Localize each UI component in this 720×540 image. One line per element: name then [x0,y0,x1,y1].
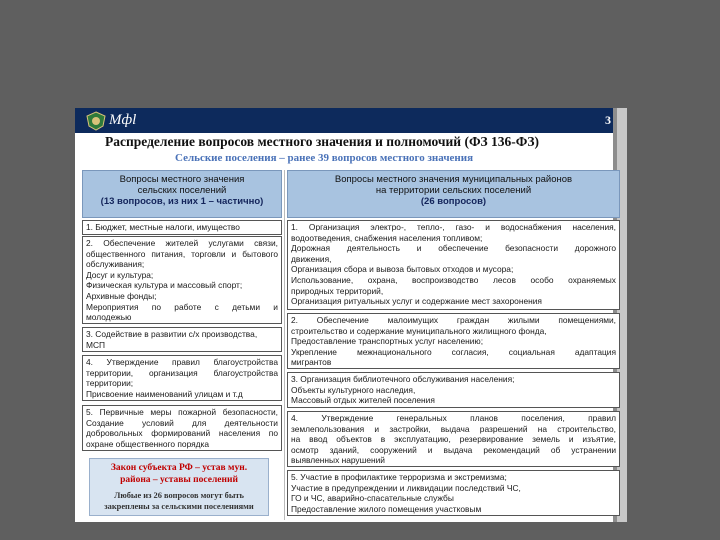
left-heading-line: Вопросы местного значения [119,174,245,185]
item-line: Предоставление транспортных услуг населению; [291,336,484,347]
law-title [90,462,268,486]
slide-title: Распределение вопросов местного значения и полномочий (ФЗ 136-ФЗ) [105,134,539,149]
item-line: Организация сбора и вывоза бытовых отходов и мусора; [291,264,514,275]
column-divider [284,170,285,520]
slide [75,108,627,522]
item-line: 4. Утверждение генеральных планов поселения, правил [291,413,616,423]
item-line: 3. Содействие в развитии с/х производства, [86,329,258,339]
right-item-5 [287,470,620,516]
item-line: водоотведения, снабжения населения топливом; [291,232,483,243]
item-line: Укрепление межнационального согласия, социальная адаптация [291,346,616,357]
law-title-line: района – уставы поселений [120,475,238,485]
right-item-2 [287,313,620,369]
right-item-1 [287,220,620,310]
left-item-1 [82,220,282,235]
item-line: Физическая культура и массовый спорт; [86,280,243,291]
law-note-line: закреплены за сельскими поселениями [104,502,254,511]
item-line: землепользования и застройки, выдача разрешений на строительство, [291,423,616,434]
item-line: территории; [86,378,134,389]
left-heading-count: (13 вопросов, из них 1 – частично) [100,196,264,207]
logo-text: Мфl [109,112,137,128]
item-line: 5. Первичные меры пожарной безопасности, [86,407,278,417]
item-line: Создание условий для деятельности [86,417,278,428]
item-line: Массовый отдых жителей поселения [291,395,435,406]
item-line: 3. Организация библиотечного обслуживания населения; [291,374,515,384]
right-item-3 [287,372,620,408]
item-line: охране общественного порядка [86,438,210,449]
law-note-line: Любые из 26 вопросов могут быть [114,491,244,500]
law-note [90,490,268,512]
item-line: Присвоение наименований улицам и т.д [86,388,243,399]
left-item-5 [82,405,282,451]
item-line: Использование, охрана, воспроизводство лесов особо охраняемых [291,274,616,285]
item-line: Объекты культурного наследия, [291,384,416,395]
item-line: общественного питания, торговли и бытового [86,248,278,259]
item-line: мигрантов [291,357,332,368]
item-line: добровольных формирований населения по [86,428,278,439]
left-item-3 [82,327,282,352]
item-line: движения, [291,253,332,264]
right-heading-line: на территории сельских поселений [375,185,532,196]
item-line: ГО и ЧС, аварийно-спасательные службы [291,493,454,504]
item-line: 5. Участие в профилактике терроризма и экстремизма; [291,472,507,482]
item-line: Дорожная деятельность и обеспечение безопасности дорожного [291,243,616,254]
item-line: природных территорий, [291,285,384,296]
item-line: Досуг и культура; [86,269,154,280]
item-line: молодежью [86,312,132,323]
right-heading-count: (26 вопросов) [420,196,487,207]
left-heading-line: сельских поселений [137,185,227,196]
item-line: 2. Обеспечение жителей услугами связи, [86,238,278,248]
item-line: осмотр зданий, сооружений и выдача рекомендаций об устранении [291,444,616,455]
right-column-heading [287,170,620,218]
item-line: 1. Организация электро-, тепло-, газо- и водоснабжения населения, [291,222,616,232]
item-line: выявленных нарушений [291,455,385,466]
item-line: Организация ритуальных услуг и содержание мест захоронения [291,296,542,307]
item-line: Мероприятия по работе с детьми и [86,301,278,312]
item-line: обслуживания; [86,259,145,270]
law-box [89,458,269,516]
emblem-icon [85,111,107,131]
item-line: Участие в предупреждении и ликвидации последствий ЧС, [291,482,521,493]
left-item-2 [82,236,282,324]
left-column-heading [82,170,282,218]
right-heading-line: Вопросы местного значения муниципальных районов [334,174,573,185]
item-line: Архивные фонды; [86,290,157,301]
slide-subtitle: Сельские поселения – ранее 39 вопросов местного значения [175,152,474,164]
item-line: Предоставление жилого помещения участковым [291,503,482,514]
law-title-line: Закон субъекта РФ – устав мун. [110,463,248,473]
item-line: 2. Обеспечение малоимущих граждан жилыми помещениями, [291,315,616,325]
page-number: 3 [605,113,611,127]
item-line: территории, организация благоустройства [86,367,278,378]
right-item-4 [287,411,620,467]
slide-header-bar [75,108,627,133]
left-item-4 [82,355,282,401]
item-line: 4. Утверждение правил благоустройства [86,357,278,367]
item-line: на ввод объектов в эксплуатацию, резервирование земель и изъятие, [291,434,616,445]
item-line: МСП [86,339,106,350]
item-line: 1. Бюджет, местные налоги, имущество [86,222,240,232]
item-line: строительство и содержание муниципального жилищного фонда, [291,325,547,336]
